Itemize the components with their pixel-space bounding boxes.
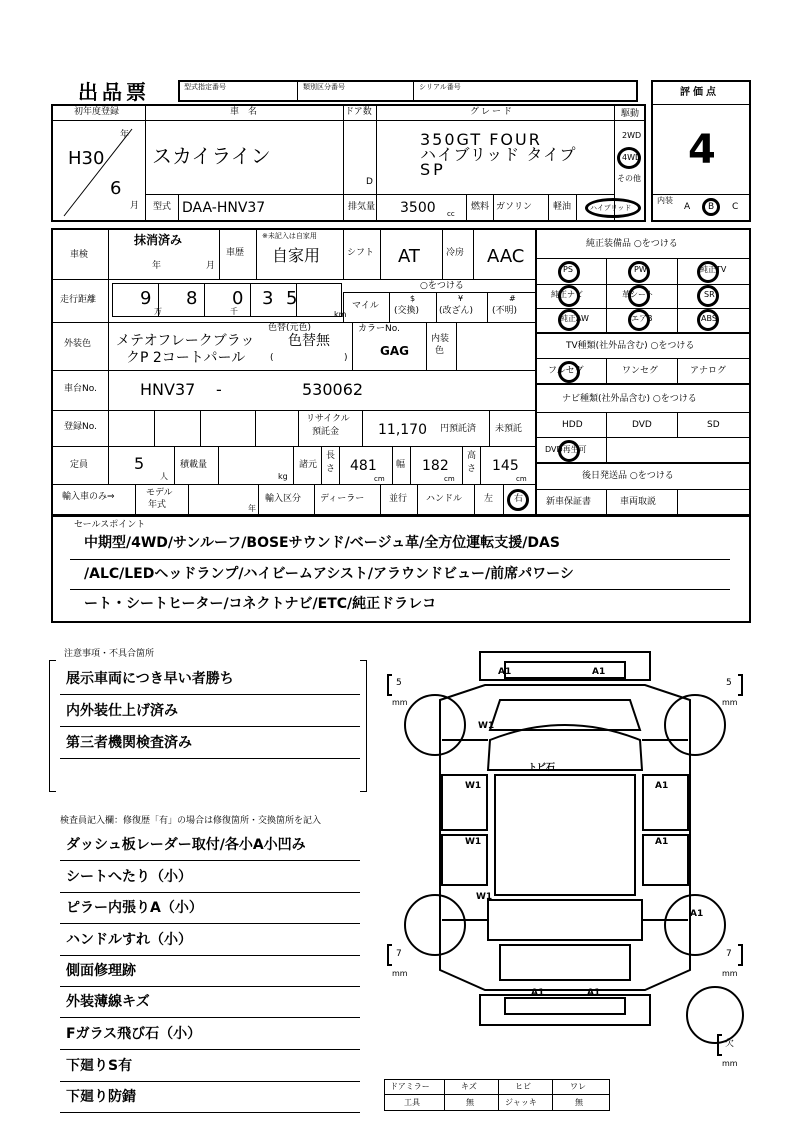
legend-header-4: ワレ — [570, 1082, 586, 1091]
interior-color-label-2: 色 — [435, 346, 445, 356]
mileage-unit-km: km — [334, 310, 347, 319]
color-change-value: 色替無 — [288, 333, 330, 349]
recycle-value: 11,170 — [378, 422, 427, 438]
later-title: 後日発送品 ○をつける — [582, 471, 674, 481]
recycle-unit: 円預託済 — [440, 424, 477, 434]
color-paren-open: ( — [270, 353, 274, 363]
drive-2wd: 2WD — [622, 131, 642, 140]
drive-4wd-circle — [617, 147, 641, 169]
note-line-3: 第三者機関検査済み — [66, 735, 192, 751]
load-label: 積載量 — [180, 460, 208, 470]
inspection-value: 抹消済み — [134, 233, 183, 247]
sales-point-line-3: ート・シートヒーター/コネクトナビ/ETC/純正ドラレコ — [84, 596, 437, 612]
inspection-year: 年 — [152, 261, 162, 271]
import-parallel: 並行 — [389, 494, 408, 504]
interior-b: B — [708, 202, 715, 212]
model-year-unit: 年 — [248, 504, 256, 513]
inspector-line-7: Fガラス飛び石（小） — [66, 1026, 202, 1042]
length-label-1: 長 — [326, 451, 336, 461]
inspection-month: 月 — [206, 261, 216, 271]
form-title: 出品票 — [78, 80, 150, 104]
mark-front-a1-right: A1 — [592, 667, 606, 677]
equip-sr-circle — [697, 285, 719, 307]
fuel-gasoline: ガソリン — [496, 202, 533, 212]
history-note: ※未記入は自家用 — [262, 232, 317, 240]
legend-header-1: ドアミラー — [390, 1082, 430, 1091]
chassis-label: 車台No. — [64, 384, 97, 394]
equip-ps: PS — [563, 265, 573, 274]
handle-right-circle — [507, 489, 529, 511]
legend-value-1: 工具 — [404, 1098, 420, 1107]
length-label-2: さ — [326, 464, 336, 474]
interior-label: 内装 — [657, 196, 673, 205]
inspector-line-6: 外装薄線キズ — [66, 994, 150, 1010]
color-value-line2: クP 2コートパール — [126, 350, 246, 366]
mileage-unknown: (不明) — [492, 306, 518, 316]
model-year-label-1: モデル — [146, 488, 173, 498]
inspector-line-3: ピラー内張りA（小） — [66, 900, 203, 916]
capacity-unit: 人 — [160, 472, 168, 481]
color-change-label: 色替(元色) — [268, 323, 312, 333]
inspector-line-4: ハンドルすれ（小） — [66, 932, 192, 948]
tread-front-left-unit: mm — [392, 698, 408, 707]
tv-fullseg-circle — [558, 361, 580, 383]
equip-tv-circle — [697, 261, 719, 283]
chassis-number: 530062 — [302, 380, 364, 399]
height-label-2: さ — [467, 464, 477, 474]
equip-navi: 純正ナビ — [551, 290, 583, 299]
import-dealer: ディーラー — [320, 494, 365, 504]
mark-roof-stone: トビ石 — [528, 763, 556, 773]
month-unit: 月 — [130, 201, 140, 211]
note-line-1: 展示車両につき早い者勝ち — [66, 671, 234, 687]
interior-color-label-1: 内装 — [431, 334, 450, 344]
fuel-hybrid: ハイブリッド — [590, 204, 632, 212]
handle-label: ハンドル — [426, 494, 463, 504]
tread-front-right: 5 — [726, 678, 732, 688]
model-year-label-2: 年式 — [148, 500, 167, 510]
equip-pw: PW — [634, 265, 647, 274]
year-unit: 年 — [120, 130, 130, 140]
equip-ps-circle — [558, 261, 580, 283]
interior-c: C — [732, 202, 739, 212]
mileage-digit-1: 9 — [140, 288, 152, 309]
length-unit: cm — [374, 475, 385, 483]
type-number-label: 型式指定番号 — [184, 83, 226, 91]
mark-rear-a1-right: A1 — [587, 988, 601, 998]
equip-aw-circle — [558, 309, 580, 331]
first-reg-month: 6 — [110, 178, 122, 199]
mileage-mile: マイル — [352, 301, 379, 311]
equip-abs: ABS — [701, 314, 717, 323]
history-value: 自家用 — [272, 246, 321, 265]
drive-label: 駆動 — [621, 109, 640, 119]
equip-navi-circle — [558, 285, 580, 307]
mileage-tamper: (改ざん) — [439, 306, 474, 316]
serial-number-label: シリアル番号 — [419, 83, 461, 91]
navi-hdd: HDD — [562, 420, 583, 430]
fuel-label: 燃料 — [471, 202, 490, 212]
fuel-hybrid-circle — [585, 198, 641, 218]
reg-no-label: 登録No. — [64, 422, 97, 432]
tv-oneseg: ワンセグ — [622, 366, 659, 376]
mileage-tamper-sym: ¥ — [458, 294, 464, 303]
chassis-dash: - — [216, 380, 222, 399]
grade-line-3: SP — [420, 160, 446, 179]
mark-right-front-a1: A1 — [655, 781, 669, 791]
mileage-exchange-sym: $ — [410, 294, 416, 303]
legend-value-4: 無 — [575, 1098, 583, 1107]
sales-points-label: セールスポイント — [74, 520, 146, 530]
displacement-unit: cc — [447, 210, 455, 218]
equipment-title: 純正装備品 ○をつける — [586, 239, 678, 249]
category-number-label: 類別区分番号 — [303, 83, 345, 91]
navi-dvd: DVD — [632, 420, 652, 430]
tv-title: TV種類(社外品含む) ○をつける — [566, 341, 695, 351]
tv-fullseg: フルセグ — [548, 366, 584, 376]
doors-label: ドア数 — [345, 107, 372, 117]
shift-label: シフト — [347, 248, 375, 258]
recycle-label-1: リサイクル — [306, 414, 350, 424]
mileage-digit-2: 8 — [186, 288, 198, 309]
later-manual: 車両取説 — [620, 497, 657, 507]
navi-dvd-playback: DVD再生可 — [545, 445, 587, 454]
notes-bracket-left — [49, 660, 56, 792]
first-reg-era-year: H30 — [68, 148, 105, 169]
interior-b-circle — [702, 198, 720, 216]
height-value: 145 — [492, 458, 519, 474]
history-label: 車歴 — [226, 248, 245, 258]
legend-value-2: 無 — [466, 1098, 474, 1107]
tread-spare-unit: mm — [722, 1059, 738, 1068]
score-label: 評価点 — [680, 87, 719, 98]
header-number-box — [178, 80, 638, 102]
tread-rear-right: 7 — [726, 949, 732, 959]
mileage-unit-man: 万 — [154, 307, 162, 316]
displacement-label: 排気量 — [348, 202, 376, 212]
navi-title: ナビ種類(社外品含む) ○をつける — [562, 394, 697, 404]
drive-4wd: 4WD — [622, 153, 642, 162]
inspector-line-5: 側面修理跡 — [66, 963, 136, 979]
note-line-2: 内外装仕上げ済み — [66, 703, 178, 719]
doors-value: D — [366, 177, 373, 187]
tread-front-left: 5 — [396, 678, 402, 688]
tread-rear-right-unit: mm — [722, 969, 738, 978]
recycle-not-deposited: 未預託 — [495, 424, 523, 434]
import-class-label: 輸入区分 — [265, 494, 302, 504]
legend-header-3: ヒビ — [515, 1082, 531, 1091]
grade-label: グレード — [470, 107, 515, 117]
equip-leather-circle — [628, 285, 650, 307]
notes-label: 注意事項・不具合箇所 — [64, 649, 155, 659]
inspector-line-9: 下廻り防錆 — [66, 1089, 136, 1105]
mileage-label: 走行距離 — [60, 295, 97, 305]
mark-right-rear-a1: A1 — [655, 837, 669, 847]
tread-front-right-unit: mm — [722, 698, 738, 707]
notes-bracket-right — [360, 660, 367, 792]
chassis-model: HNV37 — [140, 380, 196, 399]
legend-header-2: キズ — [461, 1082, 477, 1091]
first-reg-label: 初年度登録 — [74, 107, 120, 117]
model-label: 型式 — [153, 202, 172, 212]
equip-aw: 純正AW — [560, 314, 589, 323]
inspector-line-8: 下廻りS有 — [66, 1058, 133, 1074]
fuel-light-oil: 軽油 — [553, 202, 572, 212]
model-value: DAA-HNV37 — [182, 200, 266, 216]
height-unit: cm — [516, 475, 527, 483]
ac-label: 冷房 — [446, 248, 465, 258]
inspection-label: 車検 — [70, 250, 89, 260]
drive-other: その他 — [617, 174, 641, 183]
width-value: 182 — [422, 458, 449, 474]
tv-analog: アナログ — [690, 366, 727, 376]
equip-pw-circle — [628, 261, 650, 283]
equip-sr: SR — [704, 290, 715, 299]
capacity-value: 5 — [134, 454, 145, 473]
inspector-label: 検査員記入欄：修復歴「有」の場合は修復箇所・交換箇所を記入 — [60, 816, 322, 826]
color-label: 外装色 — [64, 339, 92, 349]
equip-leather: 革シート — [622, 290, 654, 299]
tread-rear-left: 7 — [396, 949, 402, 959]
navi-dvd-playback-circle — [558, 440, 580, 462]
handle-left: 左 — [484, 494, 494, 504]
legend-value-3: ジャッキ — [505, 1098, 537, 1107]
mark-left-rear-w1: W1 — [465, 837, 482, 847]
sales-point-line-2: /ALC/LEDヘッドランプ/ハイビームアシスト/アラウンドビュー/前席パワーシ — [84, 566, 574, 582]
mileage-unit-sen: 千 — [230, 307, 238, 316]
mileage-digit-3: 0 — [232, 288, 244, 309]
handle-right: 右 — [514, 494, 524, 504]
color-no-value: GAG — [380, 344, 409, 358]
equip-tv: 純正TV — [700, 265, 727, 274]
recycle-label-2: 預託金 — [312, 427, 340, 437]
width-label: 幅 — [396, 460, 406, 470]
dims-label: 諸元 — [299, 460, 318, 470]
score-value: 4 — [688, 127, 716, 173]
sales-point-line-1: 中期型/4WD/サンルーフ/BOSEサウンド/ベージュ革/全方位運転支援/DAS — [84, 535, 560, 551]
mileage-digit-4: 3 — [262, 288, 274, 309]
height-label-1: 高 — [467, 451, 477, 461]
displacement-value: 3500 — [400, 200, 436, 216]
inspector-line-2: シートへたり（小） — [66, 869, 192, 885]
color-value-line1: メテオフレークブラッ — [116, 333, 255, 349]
length-value: 481 — [350, 458, 377, 474]
tread-spare: 欠 — [725, 1039, 735, 1049]
mileage-circle-note: ○をつける — [420, 281, 464, 291]
ac-value: AAC — [487, 246, 525, 267]
shift-value: AT — [398, 246, 420, 267]
mark-right-wheel-a1: A1 — [690, 909, 704, 919]
inspector-line-1: ダッシュ板レーダー取付/各小A小凹み — [66, 837, 306, 853]
equip-airbag: エアB — [631, 314, 653, 323]
load-unit: kg — [278, 472, 288, 481]
grade-line-1: 350GT FOUR — [420, 130, 542, 149]
mark-rear-a1-left: A1 — [531, 988, 545, 998]
capacity-label: 定員 — [70, 460, 89, 470]
mileage-exchange: (交換) — [394, 306, 420, 316]
name-label: 車 名 — [230, 107, 258, 117]
equip-airbag-circle — [628, 309, 650, 331]
interior-a: A — [684, 202, 691, 212]
color-no-label: カラーNo. — [358, 324, 400, 334]
width-unit: cm — [444, 475, 455, 483]
equip-abs-circle — [697, 309, 719, 331]
mileage-unknown-sym: # — [509, 294, 516, 303]
later-warranty: 新車保証書 — [546, 497, 592, 507]
vehicle-name: スカイライン — [152, 144, 271, 168]
car-damage-diagram — [380, 640, 750, 1060]
navi-sd: SD — [707, 420, 720, 430]
mark-left-front-w1: W1 — [465, 781, 482, 791]
mileage-digit-5: 5 — [286, 288, 298, 309]
mark-front-a1-left: A1 — [498, 667, 512, 677]
mark-front-w1: W1 — [478, 721, 495, 731]
grade-line-2: ハイブリッド タイプ — [420, 145, 577, 164]
color-paren-close: ) — [344, 353, 348, 363]
tread-rear-left-unit: mm — [392, 969, 408, 978]
mark-rear-w1: W1 — [476, 892, 493, 902]
import-label: 輸入車のみ⇒ — [62, 492, 115, 502]
